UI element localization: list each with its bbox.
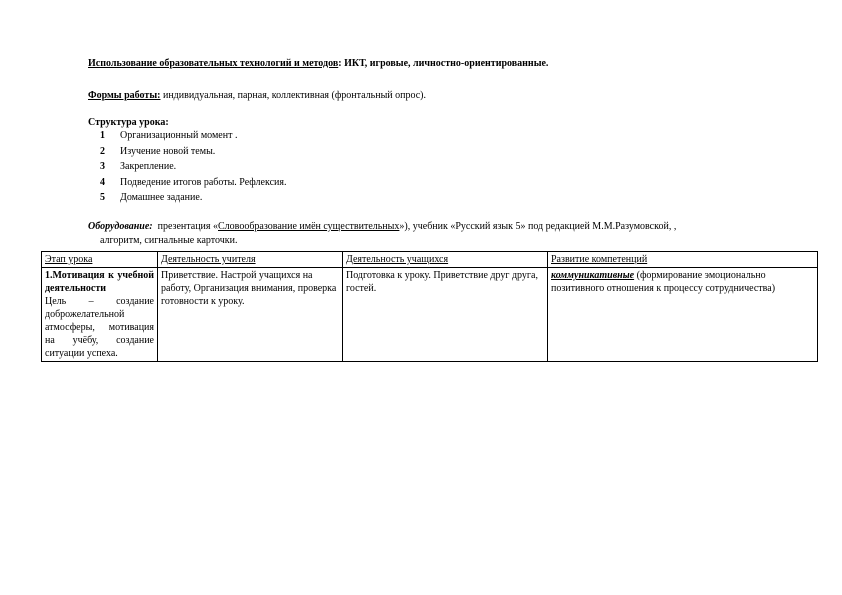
- stage-title: 1.Мотивация к учебной деятельности: [45, 270, 154, 294]
- structure-steps: [100, 129, 286, 207]
- structure-title: Структура урока:: [88, 117, 169, 128]
- step-number: 2: [100, 145, 105, 157]
- forms-label: Формы работы:: [88, 90, 161, 101]
- technologies-separator: :: [338, 58, 345, 69]
- step-number: 4: [100, 176, 105, 188]
- step-number: 3: [100, 161, 105, 172]
- structure-step: [100, 129, 286, 145]
- equipment-text-before: презентация «: [152, 221, 218, 232]
- equipment-text-after: »), учебник «Русский язык 5» под редакцией М.М.Разумовской, ,: [399, 221, 677, 232]
- structure-step: [100, 145, 286, 161]
- forms-value: индивидуальная, парная, коллективная (фронтальный опрос).: [160, 90, 427, 101]
- stage-goal: Цель – создание доброжелательной атмосферы, мотивация на учёбу, создание ситуации успеха.: [45, 296, 154, 359]
- step-text: Закрепление.: [120, 161, 177, 172]
- header-stage: Этап урока: [42, 252, 158, 268]
- technologies-label: Использование образовательных технологий и методов: [88, 58, 339, 69]
- step-number: 1: [100, 130, 105, 141]
- header-teacher-activity: Деятельность учителя: [158, 252, 343, 268]
- equipment-line-2: алгоритм, сигнальные карточки.: [100, 235, 238, 246]
- step-text: Изучение новой темы.: [120, 145, 216, 157]
- table-header-row: [42, 252, 818, 268]
- presentation-title: Словообразование имён существительных: [218, 221, 400, 232]
- technologies-line: [88, 57, 548, 70]
- step-text: Подведение итогов работы. Рефлексия.: [120, 176, 287, 188]
- forms-line: [88, 89, 426, 102]
- cell-teacher-activity: Приветствие. Настрой учащихся на работу, Организация внимания, проверка готовности к уроку.: [158, 268, 343, 362]
- header-competences: Развитие компетенций: [548, 252, 818, 268]
- structure-step: [100, 160, 286, 176]
- equipment-label: Оборудование:: [88, 221, 153, 232]
- equipment-paragraph: [88, 220, 808, 248]
- step-text: Домашнее задание.: [120, 192, 203, 203]
- structure-step: [100, 191, 286, 207]
- cell-student-activity: Подготовка к уроку. Приветствие друг друга, гостей.: [343, 268, 548, 362]
- table-row: [42, 268, 818, 362]
- step-text: Организационный момент .: [120, 130, 238, 141]
- technologies-value: ИКТ, игровые, личностно-ориентированные.: [344, 58, 549, 69]
- step-number: 5: [100, 192, 105, 203]
- header-student-activity: Деятельность учащихся: [343, 252, 548, 268]
- structure-step: [100, 176, 286, 192]
- cell-stage: [42, 268, 158, 362]
- competence-label: коммуникативные: [551, 270, 635, 281]
- equipment-line-1: [88, 220, 808, 234]
- lesson-table: [41, 251, 818, 362]
- competence-text: (формирование эмоционально позитивного отношения к процессу сотрудничества): [551, 270, 776, 294]
- cell-competences: [548, 268, 818, 362]
